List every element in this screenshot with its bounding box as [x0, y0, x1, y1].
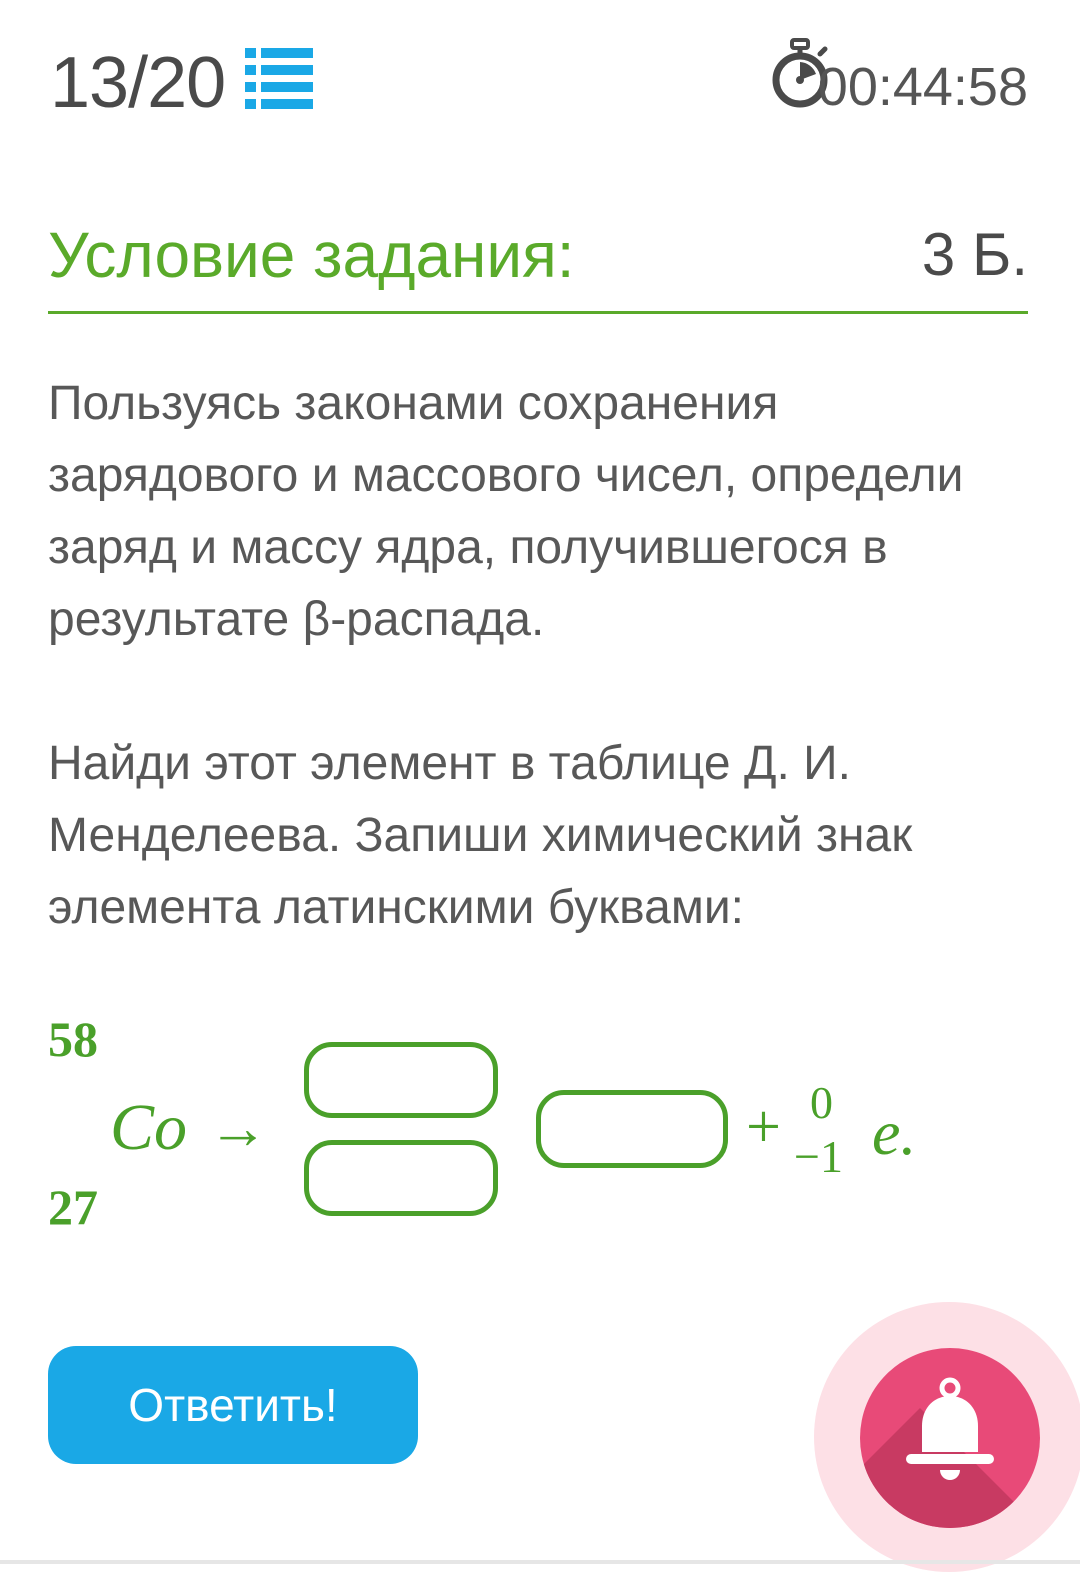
- decay-equation: [40, 1010, 1040, 1250]
- plus-sign: +: [746, 1093, 781, 1161]
- mass-number-input[interactable]: [304, 1042, 498, 1118]
- timer: 00:44:58: [817, 57, 1028, 117]
- notification-button[interactable]: [860, 1348, 1040, 1528]
- task-title: Условие задания:: [48, 219, 575, 291]
- task-paragraph: Пользуясь законами сохранения зарядового и массового чисел, определи заряд и массу ядра, получившегося в результате β-распада.: [48, 377, 964, 646]
- task-description: [48, 368, 1018, 1016]
- list-icon[interactable]: [245, 46, 315, 110]
- top-bar: [50, 38, 1028, 128]
- bell-icon: [900, 1374, 1000, 1494]
- charge-number: 27: [48, 1179, 98, 1235]
- reaction-arrow: →: [208, 1095, 268, 1161]
- electron-charge-number: −1: [794, 1131, 843, 1182]
- answer-button[interactable]: Ответить!: [48, 1346, 418, 1464]
- task-paragraph: Найди этот элемент в таблице Д. И. Менделеева. Запиши химический знак элемента латинскими буквами:: [48, 737, 913, 934]
- mass-number: 58: [48, 1011, 98, 1067]
- charge-number-input[interactable]: [304, 1140, 498, 1216]
- task-points: 3 Б.: [921, 221, 1028, 288]
- electron-symbol: e.: [872, 1097, 917, 1168]
- electron-mass-number: 0: [810, 1077, 833, 1128]
- element-symbol-input[interactable]: [536, 1090, 728, 1168]
- element-symbol: Co: [110, 1091, 188, 1164]
- task-header: [48, 210, 1028, 314]
- question-counter: 13/20: [50, 43, 226, 123]
- bottom-divider: [0, 1560, 1080, 1564]
